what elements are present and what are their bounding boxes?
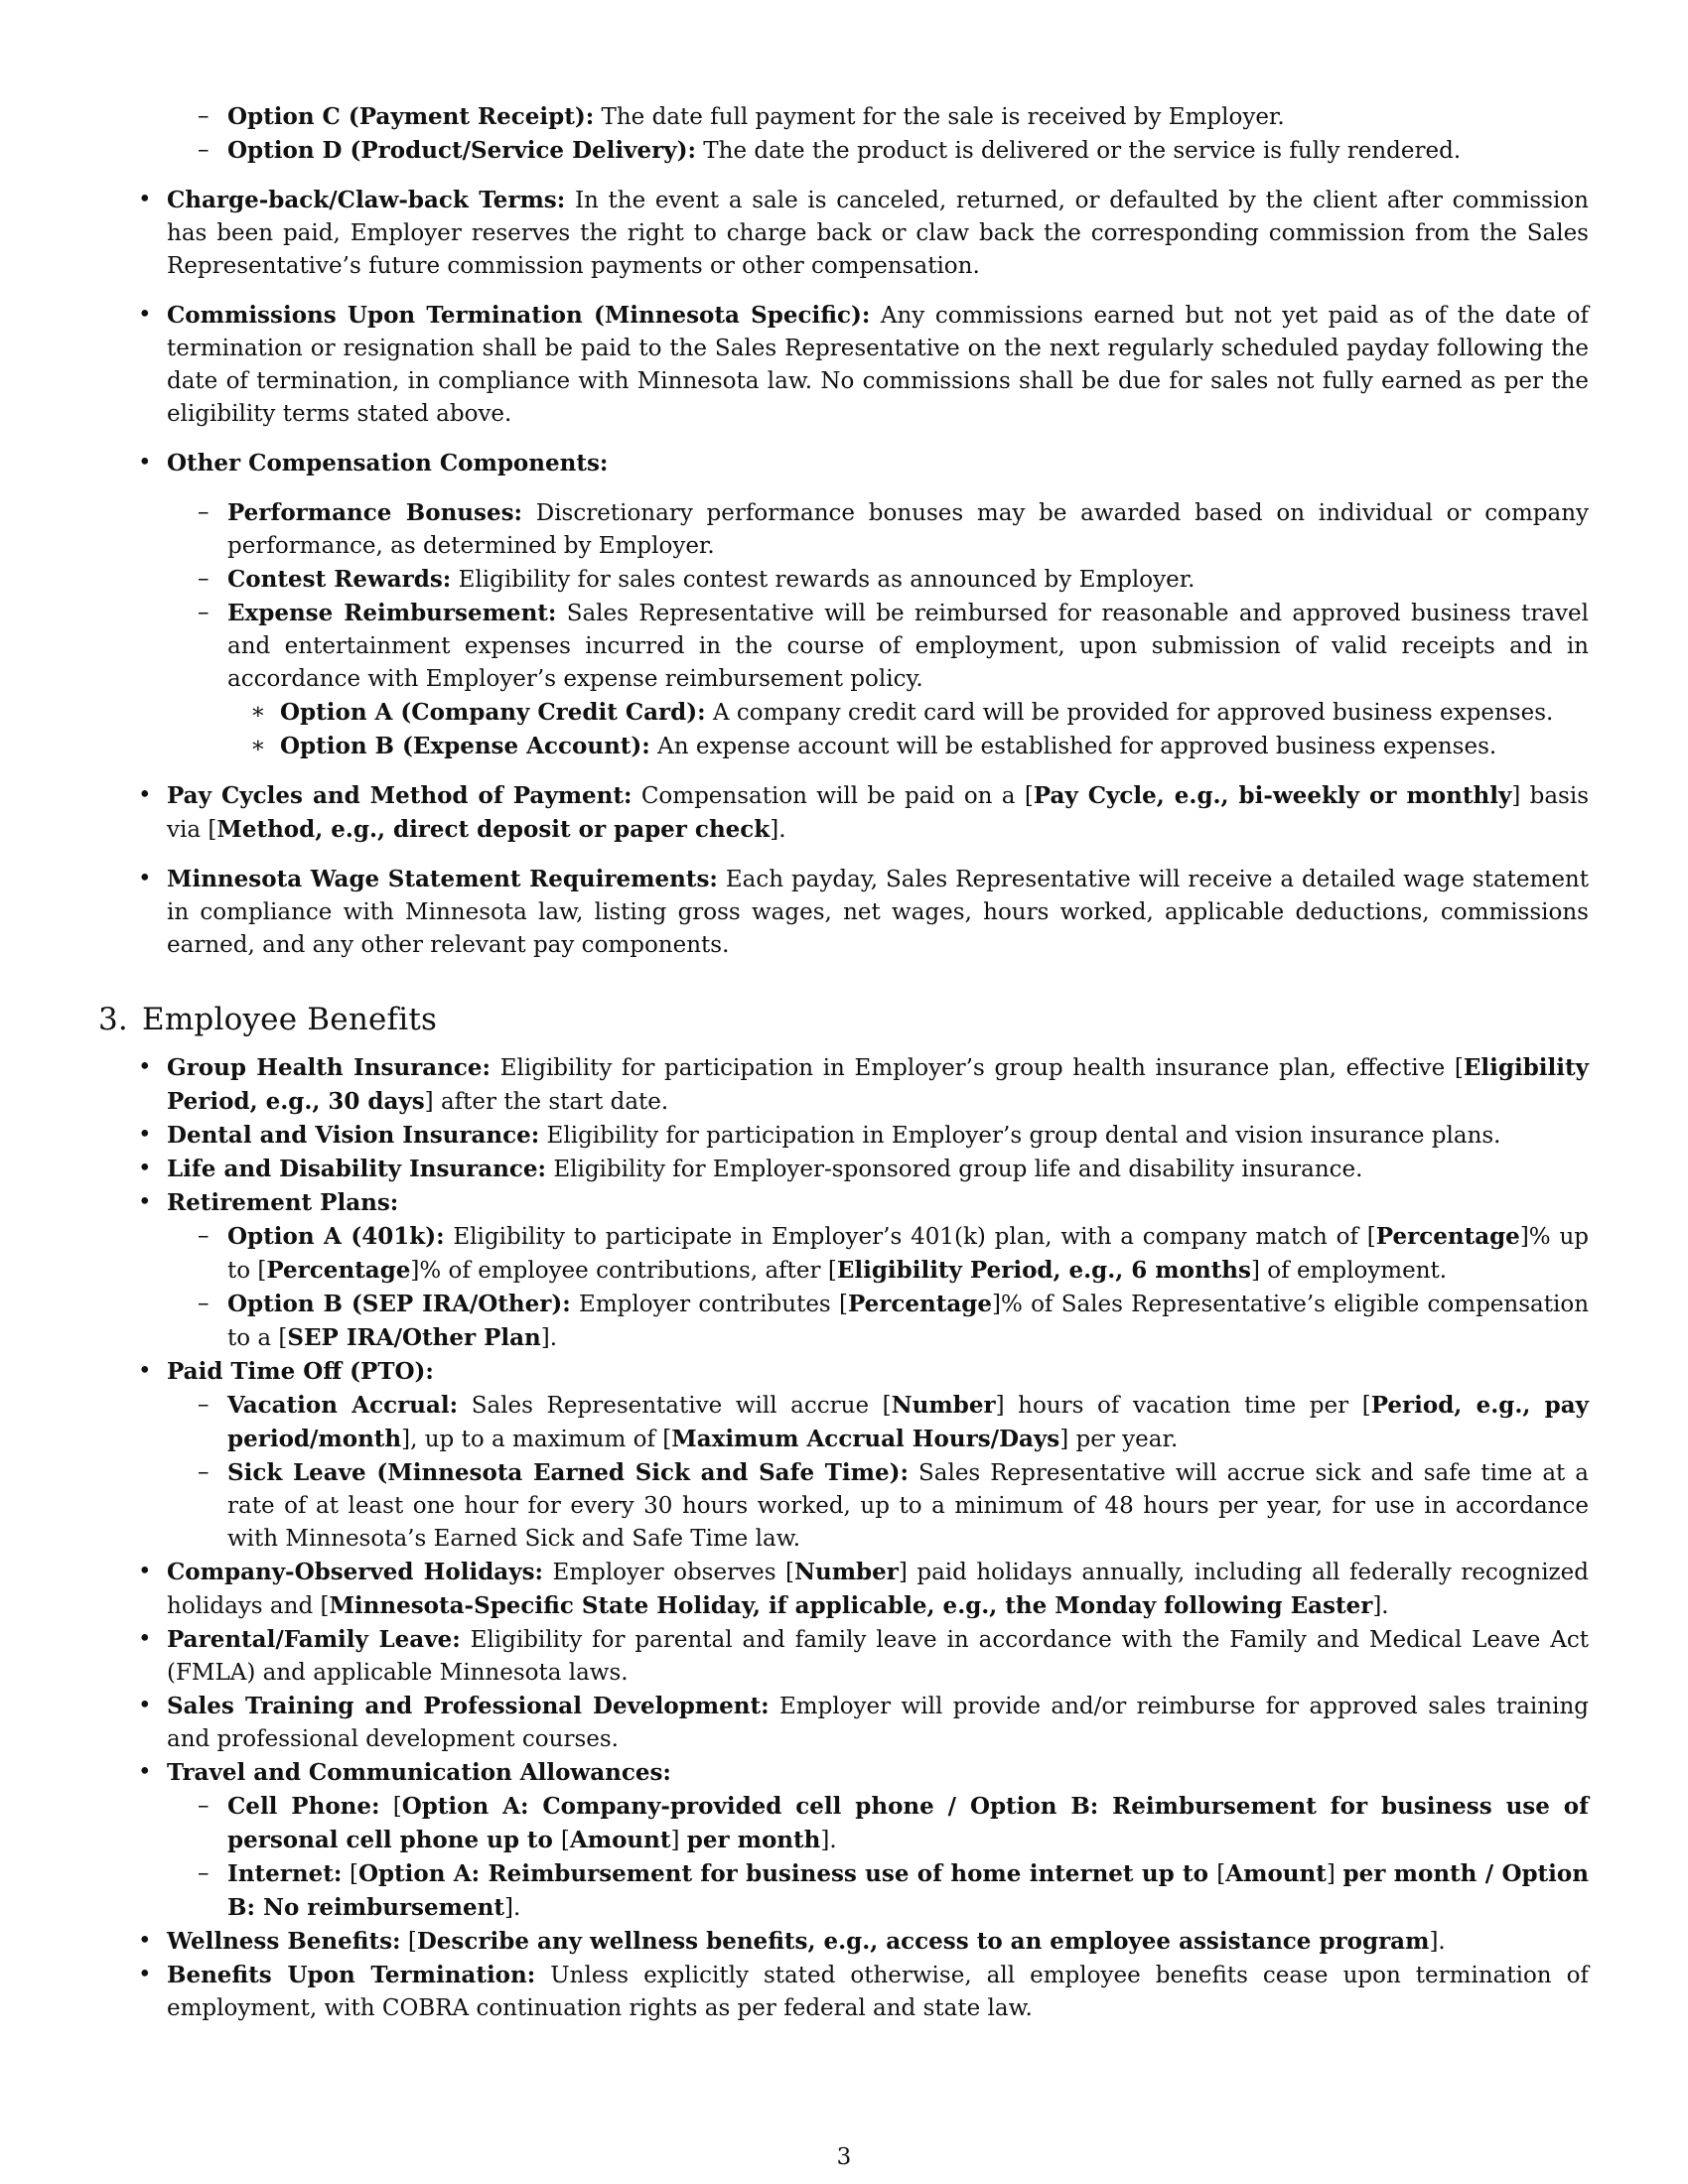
list-item-holidays: • Company-Observed Holidays: Employer observes [Number] paid holidays annually, including all federally recognized holidays and [Minnesota-Specific State Holiday, if applicable, e.g., the Monday following Easter].: [98, 1556, 1589, 1623]
dash-marker: –: [198, 1392, 210, 1418]
bullet-marker: •: [138, 1156, 152, 1181]
dash-marker: –: [198, 1459, 210, 1485]
list-item-benefits-termination: • Benefits Upon Termination: Unless explicitly stated otherwise, all employee benefits cease upon termination of employment, with COBRA continuation rights as per federal and state law.: [98, 1959, 1589, 2025]
dash-marker: –: [198, 1223, 210, 1249]
page-number: 3: [836, 2144, 852, 2170]
dash-marker: –: [198, 1860, 210, 1886]
star-marker: ∗: [250, 699, 266, 725]
bullet-marker: •: [138, 187, 152, 212]
section-heading: 3. Employee Benefits: [98, 1002, 438, 1037]
list-item: – Option B (SEP IRA/Other): Employer contributes [Percentage]% of Sales Representative’s eligible compensation to a [SEP IRA/Other Plan].: [98, 1288, 1589, 1355]
list-item-pto: • Paid Time Off (PTO):: [98, 1355, 1589, 1389]
list-item: ∗ Option B (Expense Account): An expense account will be established for approved business expenses.: [98, 730, 1589, 763]
list-item: – Contest Rewards: Eligibility for sales contest rewards as announced by Employer.: [98, 563, 1589, 597]
list-item: – Sick Leave (Minnesota Earned Sick and Safe Time): Sales Representative will accrue sick and safe time at a rate of at least one hour for every 30 hours worked, up to a minimum of 48 hours per year, for use in accordance with Minnesota’s Earned Sick and Safe Time law.: [98, 1456, 1589, 1556]
list-item: – Option A (401k): Eligibility to participate in Employer’s 401(k) plan, with a company match of [Percentage]% up to [Percentage]% of employee contributions, after [Eligibility Period, e.g., 6 months] of employment.: [98, 1220, 1589, 1288]
list-item-travel: • Travel and Communication Allowances:: [98, 1756, 1589, 1790]
list-item: – Internet: [Option A: Reimbursement for business use of home internet up to [Amount] per month / Option B: No reimbursement].: [98, 1857, 1589, 1925]
list-item-dental: • Dental and Vision Insurance: Eligibility for participation in Employer’s group dental and vision insurance plans.: [98, 1119, 1589, 1153]
bullet-marker: •: [138, 1189, 152, 1215]
list-item-pay-cycles: • Pay Cycles and Method of Payment: Compensation will be paid on a [Pay Cycle, e.g., bi-weekly or monthly] basis via [Method, e.g., direct deposit or paper check].: [98, 779, 1589, 847]
list-item: – Option D (Product/Service Delivery): The date the product is delivered or the service is fully rendered.: [98, 134, 1589, 168]
dash-marker: –: [198, 566, 210, 592]
list-item-wage-statement: • Minnesota Wage Statement Requirements: Each payday, Sales Representative will receive a detailed wage statement in compliance with Minnesota law, listing gross wages, net wages, hours worked, applicable deductions, commissions earned, and any other relevant pay components.: [98, 863, 1589, 962]
page-content: [98, 100, 1589, 2025]
bullet-marker: •: [138, 1962, 152, 1987]
list-item-chargeback: • Charge-back/Claw-back Terms: In the event a sale is canceled, returned, or defaulted by the client after commission has been paid, Employer reserves the right to charge back or claw back the corresponding commission from the Sales Representative’s future commission payments or other compensation.: [98, 184, 1589, 283]
list-item-wellness: • Wellness Benefits: [Describe any wellness benefits, e.g., access to an employee assistance program].: [98, 1925, 1589, 1959]
bullet-marker: •: [138, 1358, 152, 1384]
list-item-other-compensation: • Other Compensation Components:: [98, 447, 1589, 480]
list-item: – Option C (Payment Receipt): The date full payment for the sale is received by Employer.: [98, 100, 1589, 134]
list-item: – Vacation Accrual: Sales Representative will accrue [Number] hours of vacation time per [Period, e.g., pay period/month], up to a maximum of [Maximum Accrual Hours/Days] per year.: [98, 1389, 1589, 1456]
bullet-marker: •: [138, 1928, 152, 1954]
dash-marker: –: [198, 1793, 210, 1819]
list-item: ∗ Option A (Company Credit Card): A company credit card will be provided for approved business expenses.: [98, 696, 1589, 730]
list-item-termination-commissions: • Commissions Upon Termination (Minnesota Specific): Any commissions earned but not yet paid as of the date of termination or resignation shall be paid to the Sales Representative on the next regularly scheduled payday following the date of termination, in compliance with Minnesota law. No commissions shall be due for sales not fully earned as per the eligibility terms stated above.: [98, 299, 1589, 431]
bullet-marker: •: [138, 450, 152, 476]
bullet-marker: •: [138, 1122, 152, 1148]
list-item: – Performance Bonuses: Discretionary performance bonuses may be awarded based on individual or company performance, as determined by Employer.: [98, 496, 1589, 563]
bullet-marker: •: [138, 782, 152, 808]
bullet-marker: •: [138, 1693, 152, 1718]
list-item-parental: • Parental/Family Leave: Eligibility for parental and family leave in accordance with the Family and Medical Leave Act (FMLA) and applicable Minnesota laws.: [98, 1623, 1589, 1690]
list-item-retirement: • Retirement Plans:: [98, 1186, 1589, 1220]
list-item: – Expense Reimbursement: Sales Representative will be reimbursed for reasonable and approved business travel and entertainment expenses incurred in the course of employment, upon submission of valid receipts and in accordance with Employer’s expense reimbursement policy.: [98, 597, 1589, 696]
bullet-marker: •: [138, 1759, 152, 1785]
dash-marker: –: [198, 137, 210, 163]
dash-marker: –: [198, 600, 210, 625]
bullet-marker: •: [138, 302, 152, 328]
bullet-marker: •: [138, 1559, 152, 1584]
bullet-marker: •: [138, 1054, 152, 1080]
bullet-marker: •: [138, 866, 152, 891]
star-marker: ∗: [250, 733, 266, 758]
list-item-life: • Life and Disability Insurance: Eligibility for Employer-sponsored group life and disability insurance.: [98, 1153, 1589, 1186]
bullet-marker: •: [138, 1626, 152, 1652]
list-item-training: • Sales Training and Professional Development: Employer will provide and/or reimburse for approved sales training and professional development courses.: [98, 1690, 1589, 1756]
dash-marker: –: [198, 1291, 210, 1316]
dash-marker: –: [198, 103, 210, 129]
list-item: – Cell Phone: [Option A: Company-provided cell phone / Option B: Reimbursement for business use of personal cell phone up to [Amount] per month].: [98, 1790, 1589, 1857]
dash-marker: –: [198, 499, 210, 525]
list-item-health: • Group Health Insurance: Eligibility for participation in Employer’s group health insurance plan, effective [Eligibility Period, e.g., 30 days] after the start date.: [98, 1051, 1589, 1119]
